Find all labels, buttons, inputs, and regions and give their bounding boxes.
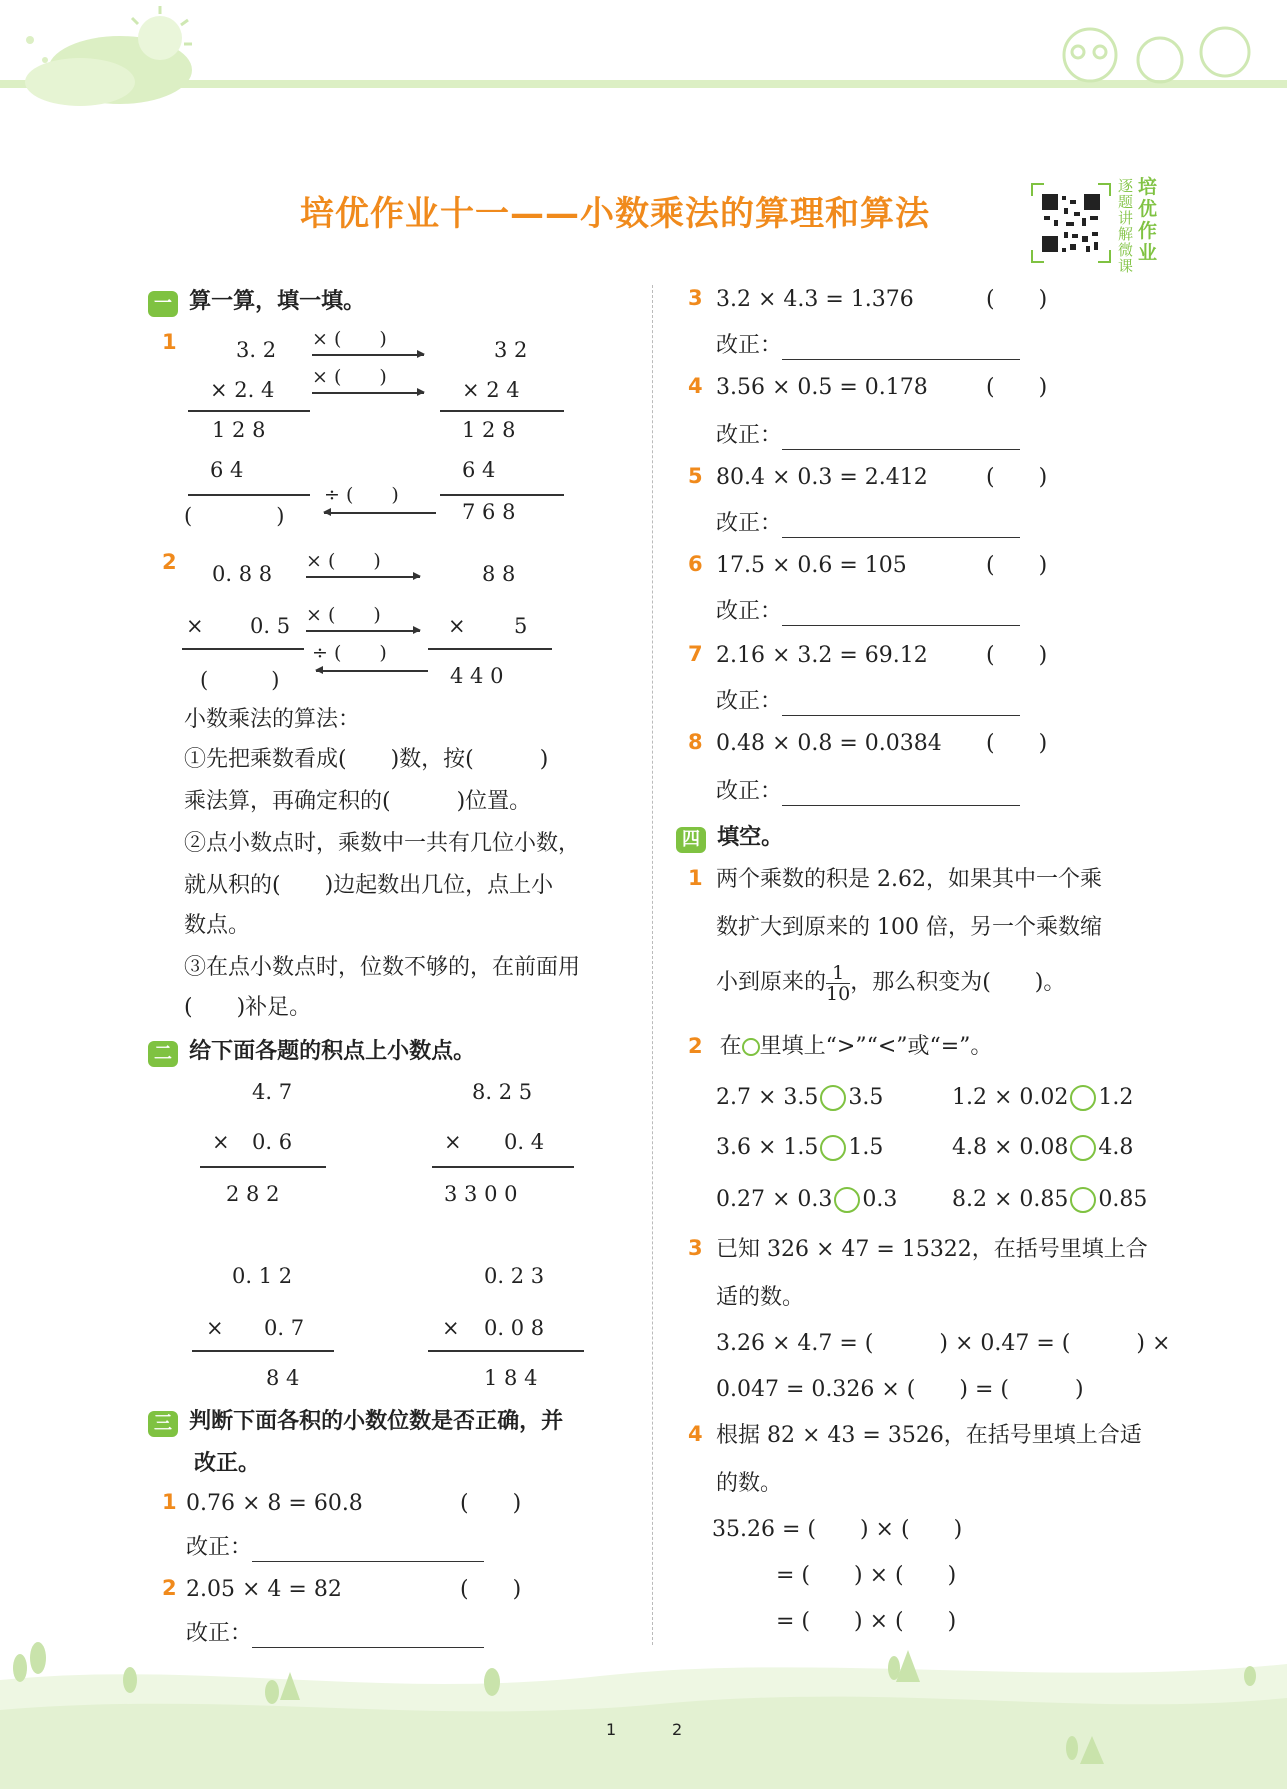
s2-p1-line [200, 1166, 326, 1168]
s4-q3-line1: 已知 326 × 47 = 15322，在括号里填上合 [716, 1237, 1148, 1262]
s4-q4-number: 4 [688, 1422, 703, 1446]
section-3-title-a: 判断下面各积的小数位数是否正确，并 [189, 1409, 564, 1434]
s1-q1-left-p2: 6 4 [210, 458, 244, 482]
section-4-badge: 四 [676, 827, 706, 853]
s4-q4-line4: = ( ) × ( ) [776, 1563, 957, 1588]
s2-p3-result: 8 4 [266, 1366, 300, 1390]
s2-p2-result: 3 3 0 0 [444, 1182, 518, 1206]
s4-q4-line2: 的数。 [716, 1471, 783, 1496]
qr-code-icon [1030, 182, 1112, 264]
s4-q1-frac-num: 1 [826, 963, 850, 984]
s4-q2-prompt [688, 1032, 992, 1061]
s1-q2-right-mul: 5 [514, 614, 528, 638]
s2-p4-top: 0. 2 3 [484, 1264, 545, 1288]
s4-q2-row3-right [952, 1186, 1147, 1214]
s4-q1-line3a: 小到原来的 [716, 970, 827, 995]
s4-q2-r1-a1: 2.7 × 3.5 [716, 1085, 819, 1110]
s1-q2-arrow3 [316, 670, 428, 672]
s4-q2-row3-left [716, 1186, 897, 1214]
s1-q2-right-mul-sign: × [448, 614, 466, 638]
header-decoration [0, 0, 1287, 120]
section-4-title: 填空。 [717, 825, 784, 850]
s3-item1-number: 1 [162, 1490, 177, 1514]
s3-item1-paren: ( ) [460, 1491, 522, 1516]
compare-circle-r1c2[interactable] [1070, 1085, 1096, 1111]
s3-item3-equation: 3.2 × 4.3 = 1.376 [716, 287, 914, 312]
s3-item8-fix-label: 改正： [716, 779, 783, 804]
s1-q2-number: 2 [162, 550, 177, 574]
section-3-title-b: 改正。 [194, 1451, 261, 1476]
s1-q2-arrow2 [306, 630, 420, 632]
s2-p2-line [432, 1166, 574, 1168]
s1-q1-left-mul: × 2. 4 [210, 378, 275, 402]
circle-icon [742, 1038, 760, 1056]
s3-item7-fix-label: 改正： [716, 689, 783, 714]
s4-q1-frac-den: 10 [826, 982, 851, 1005]
s4-q2-row1-right [952, 1084, 1133, 1112]
s3-item5-fix-line[interactable] [782, 515, 1020, 538]
s3-item8-equation: 0.48 × 0.8 = 0.0384 [716, 731, 942, 756]
section-3-badge: 三 [148, 1411, 178, 1437]
footer-decoration [0, 1640, 1287, 1789]
s3-item5-fix-label: 改正： [716, 511, 783, 536]
s4-q2-r2-b2: 4.8 [1098, 1135, 1134, 1160]
s2-p3-top: 0. 1 2 [232, 1264, 293, 1288]
s4-q2-r3-a2: 8.2 × 0.85 [952, 1187, 1069, 1212]
s4-q2-r2-a1: 3.6 × 1.5 [716, 1135, 819, 1160]
s1-q1-right-result: 7 6 8 [462, 500, 516, 524]
s4-q1-fraction [826, 963, 850, 1004]
s1-q2-left-line [182, 648, 304, 650]
side-label-left-text: 逐题讲解 [1118, 177, 1134, 243]
section-1-badge: 一 [148, 291, 178, 317]
s3-item4-fix-line[interactable] [782, 427, 1020, 450]
s3-item7-fix-line[interactable] [782, 693, 1020, 716]
page-number-right: 2 [672, 1720, 683, 1739]
s3-item1-equation: 0.76 × 8 = 60.8 [186, 1491, 363, 1516]
s4-q2-r3-b1: 0.3 [862, 1187, 898, 1212]
s4-q3-line2: 适的数。 [716, 1285, 805, 1310]
s3-item6-fix-line[interactable] [782, 603, 1020, 626]
s2-p4-result: 1 8 4 [484, 1366, 538, 1390]
s2-p1-top: 4. 7 [252, 1080, 293, 1104]
side-label-left-text-2: 微课 [1118, 241, 1134, 275]
s3-item7-number: 7 [688, 642, 703, 666]
s4-q1-line3b: ，那么积变为( )。 [850, 970, 1066, 995]
s1-q1-right-mul: × 2 4 [462, 378, 520, 402]
s4-q2-row1-left [716, 1084, 883, 1112]
section-1-title: 算一算，填一填。 [189, 289, 366, 314]
s3-item3-paren: ( ) [986, 287, 1048, 312]
s3-item2-fix-label: 改正： [186, 1621, 253, 1646]
s4-q2-r3-b2: 0.85 [1098, 1187, 1148, 1212]
section-1-header [148, 284, 365, 317]
column-divider [652, 285, 653, 1645]
s4-q2-row2-left [716, 1134, 883, 1162]
section-3-header [148, 1404, 563, 1437]
section-4-header [676, 820, 783, 853]
rule-2c: 数点。 [184, 913, 251, 938]
s1-q1-right-line2 [440, 494, 564, 496]
s3-item3-fix-label: 改正： [716, 333, 783, 358]
s1-q1-right-p1: 1 2 8 [462, 418, 516, 442]
s2-p3-mul-sign: × [206, 1316, 224, 1340]
s3-item8-fix-line[interactable] [782, 783, 1020, 806]
s3-item6-number: 6 [688, 552, 703, 576]
s3-item3-fix-line[interactable] [782, 337, 1020, 360]
s4-q1-number: 1 [688, 866, 703, 890]
s4-q3-line4: 0.047 = 0.326 × ( ) = ( ) [716, 1377, 1084, 1402]
s1-q1-left-p1: 1 2 8 [212, 418, 266, 442]
s1-q1-arrow1 [312, 354, 424, 356]
s1-q2-left-result: ( ) [200, 668, 280, 692]
s4-q2-r1-b2: 1.2 [1098, 1085, 1134, 1110]
s4-q2-r2-b1: 1.5 [848, 1135, 884, 1160]
s1-q2-arrow1 [306, 576, 420, 578]
s1-q1-left-top: 3. 2 [236, 338, 277, 362]
s1-q1-arrow2-label: × ( ) [312, 366, 387, 388]
s1-q1-number: 1 [162, 330, 177, 354]
qr-side-label-right: 培优作业 [1138, 176, 1158, 264]
s3-item2-number: 2 [162, 1576, 177, 1600]
s3-item2-paren: ( ) [460, 1577, 522, 1602]
s2-p1-mul: 0. 6 [252, 1130, 293, 1154]
s3-item5-number: 5 [688, 464, 703, 488]
s4-q1-line3 [716, 958, 1065, 1008]
rule-1a: ①先把乘数看成( )数，按( ) [184, 747, 549, 772]
s3-item5-paren: ( ) [986, 465, 1048, 490]
s4-q2-text-b: 里填上“>”“<”或“=”。 [759, 1034, 993, 1059]
compare-circle-r2c1[interactable] [820, 1135, 846, 1161]
s3-item7-fix [716, 688, 1020, 716]
s1-q1-right-top: 3 2 [494, 338, 528, 362]
s3-item4-fix [716, 422, 1020, 450]
s1-q2-left-top: 0. 8 8 [212, 562, 273, 586]
s4-q1-line2: 数扩大到原来的 100 倍，另一个乘数缩 [716, 915, 1102, 940]
s4-q2-r3-a1: 0.27 × 0.3 [716, 1187, 833, 1212]
s1-q1-arrow1-label: × ( ) [312, 328, 387, 350]
s2-p2-mul-sign: × [444, 1130, 462, 1154]
rules-title: 小数乘法的算法： [184, 707, 361, 732]
s4-q3-number: 3 [688, 1236, 703, 1260]
s3-item6-fix [716, 598, 1020, 626]
rule-2b: 就从积的( )边起数出几位，点上小 [184, 873, 554, 898]
s3-item3-fix [716, 332, 1020, 360]
s4-q2-row2-right [952, 1134, 1133, 1162]
s3-item4-equation: 3.56 × 0.5 = 0.178 [716, 375, 928, 400]
s3-item7-paren: ( ) [986, 643, 1048, 668]
s2-p4-mul: 0. 0 8 [484, 1316, 545, 1340]
s1-q2-right-result: 4 4 0 [450, 664, 504, 688]
s2-p3-line [192, 1350, 334, 1352]
s3-item1-fix [186, 1534, 484, 1562]
s1-q2-arrow1-label: × ( ) [306, 550, 381, 572]
rule-3b: ( )补足。 [184, 995, 312, 1020]
s2-p1-mul-sign: × [212, 1130, 230, 1154]
section-2-badge: 二 [148, 1041, 178, 1067]
s1-q1-right-line1 [440, 410, 564, 412]
s4-q4-line5: = ( ) × ( ) [776, 1609, 957, 1634]
s1-q1-left-line2 [188, 494, 310, 496]
s1-q2-right-line [428, 648, 552, 650]
s3-item6-equation: 17.5 × 0.6 = 105 [716, 553, 907, 578]
s4-q2-number: 2 [688, 1034, 703, 1058]
s1-q1-arrow3-label: ÷ ( ) [324, 484, 399, 506]
s2-p3-mul: 0. 7 [264, 1316, 305, 1340]
page-title: 培优作业十一——小数乘法的算理和算法 [300, 194, 930, 234]
s1-q1-arrow2 [312, 392, 424, 394]
compare-circle-r3c2[interactable] [1070, 1187, 1096, 1213]
s4-q4-line3: 35.26 = ( ) × ( ) [712, 1517, 963, 1542]
qr-side-label-left [1118, 178, 1138, 274]
compare-circle-r1c1[interactable] [820, 1085, 846, 1111]
s1-q1-right-p2: 6 4 [462, 458, 496, 482]
s1-q2-left-mul: 0. 5 [250, 614, 291, 638]
page-number-left: 1 [606, 1720, 617, 1739]
s2-p2-mul: 0. 4 [504, 1130, 545, 1154]
s4-q1-line1: 两个乘数的积是 2.62，如果其中一个乘 [716, 867, 1102, 892]
s2-p1-result: 2 8 2 [226, 1182, 280, 1206]
s1-q1-arrow3 [324, 512, 436, 514]
s2-p4-mul-sign: × [442, 1316, 460, 1340]
s3-item2-equation: 2.05 × 4 = 82 [186, 1577, 342, 1602]
rule-1b: 乘法算，再确定积的( )位置。 [184, 789, 532, 814]
s3-item8-fix [716, 778, 1020, 806]
s1-q2-right-top: 8 8 [482, 562, 516, 586]
s1-q2-arrow2-label: × ( ) [306, 604, 381, 626]
section-2-title: 给下面各题的积点上小数点。 [189, 1039, 476, 1064]
s3-item3-number: 3 [688, 286, 703, 310]
s3-item1-fix-label: 改正： [186, 1535, 253, 1560]
compare-circle-r3c1[interactable] [834, 1187, 860, 1213]
s4-q4-line1: 根据 82 × 43 = 3526，在括号里填上合适 [716, 1423, 1142, 1448]
s4-q3-line3: 3.26 × 4.7 = ( ) × 0.47 = ( ) × [716, 1331, 1171, 1356]
s1-q2-arrow3-label: ÷ ( ) [312, 642, 387, 664]
s2-p2-top: 8. 2 5 [472, 1080, 533, 1104]
s4-q2-r1-a2: 1.2 × 0.02 [952, 1085, 1069, 1110]
s3-item5-fix [716, 510, 1020, 538]
s3-item7-equation: 2.16 × 3.2 = 69.12 [716, 643, 928, 668]
s2-p4-line [428, 1350, 584, 1352]
s4-q2-r2-a2: 4.8 × 0.08 [952, 1135, 1069, 1160]
s3-item8-number: 8 [688, 730, 703, 754]
rule-2a: ②点小数点时，乘数中一共有几位小数， [184, 831, 581, 856]
s3-item4-number: 4 [688, 374, 703, 398]
s3-item4-paren: ( ) [986, 375, 1048, 400]
rule-3a: ③在点小数点时，位数不够的，在前面用 [184, 955, 581, 980]
s3-item1-fix-line[interactable] [252, 1539, 484, 1562]
s1-q1-left-result: ( ) [184, 504, 285, 528]
section-2-header [148, 1034, 475, 1067]
s3-item6-paren: ( ) [986, 553, 1048, 578]
s3-item8-paren: ( ) [986, 731, 1048, 756]
s3-item6-fix-label: 改正： [716, 599, 783, 624]
s4-q2-r1-b1: 3.5 [848, 1085, 884, 1110]
compare-circle-r2c2[interactable] [1070, 1135, 1096, 1161]
s3-item4-fix-label: 改正： [716, 423, 783, 448]
s1-q1-left-line1 [188, 410, 310, 412]
s1-q2-left-mul-sign: × [186, 614, 204, 638]
s3-item5-equation: 80.4 × 0.3 = 2.412 [716, 465, 928, 490]
s4-q2-text-a: 在 [719, 1034, 742, 1059]
